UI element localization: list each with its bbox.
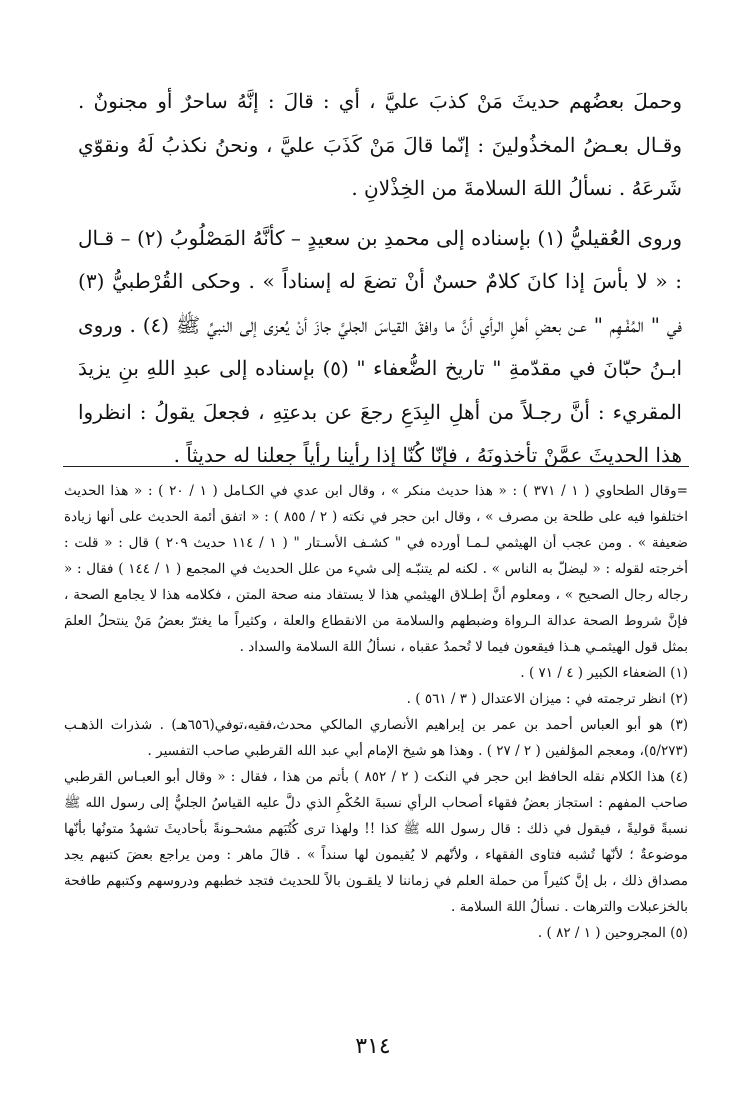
footnote-4: (٤) هذا الكلام نقله الحافظ ابن حجر في النكت ( ٢ / ٨٥٢ ) بأتم من هذا ، فقال : « وقال أبو العبـاس القرطبي صاحب المفهم : استجاز بعضُ فقهاء أصحاب الرأي نسبةَ الحُكْمِ الذي دلَّ عليه القياسُ الجليُّ إلى رسول الله ﷺ نسبةً قوليةً ، فيقول في ذلك : قال رسول الله ﷺ كذا !! ولهذا ترى كُتُبَهم مشحـونةً بأحاديثَ تشهدُ متونُها بأنّها موضوعةٌ ؛ لأنّها تُشبه فتاوى الفقهاء ، ولأنّهم لا يُقيمون لها سنداً » . قالَ ماهر : ومن يراجع بعضَ كتبهم يجد مصداق ذلك ، بل إنَّ كثيراً من حملة العلم في زماننا لا يلقـون بالاً للحديث فتجد خطبهم ودروسهم وكتبهم طافحة بالخزعبلات والترهات . نسألُ اللهَ السلامة . — [64, 769, 688, 915]
main-text — [78, 80, 682, 478]
footnotes — [64, 478, 688, 946]
footnote-5: (٥) المجروحين ( ١ / ٨٢ ) . — [537, 925, 688, 941]
main-paragraph: وروى العُقيليُّ (١) بإسناده إلى محمدِ بن سعيدٍ – كأنَّهُ المَصْلُوبُ (٢) – قـال : « لا بأسَ إذا كانَ كلامٌ حسنٌ أنْ تضعَ له إسناداً » . وحكى القُرْطبيُّ (٣) في " المُفْـهِم " عـن بعضِ أهلِ الرأي أنَّ ما وافقَ القياسَ الجليَّ جازَ أنْ يُعزى إلى النبيِّ ﷺ (٤) . وروى ابـنُ حبّانَ في مقدّمةِ " تاريخ الضُّعفاء " (٥) بإسناده إلى عبدِ اللهِ بنِ يزيدَ المقريء : أنَّ رجـلاً من أهلِ البِدَعِ رجعَ عن بدعتِهِ ، فجعلَ يقولُ : انظروا هذا الحديثَ عمَّنْ تأخذونَهُ ، فإنّا كُنّا إذا رأينا رأياً جعلنا له حديثاً . — [78, 225, 682, 467]
footnote-separator — [63, 466, 689, 467]
footnote-continuation: =وقال الطحاوي ( ١ / ٣٧١ ) : « هذا حديث منكر » ، وقال ابن عدي في الكـامل ( ١ / ٢٠ ) : « هذا الحديث اختلفوا فيه على طلحة بن مصرف » ، وقال ابن حجر في نكته ( ٢ / ٨٥٥ ) : « اتفق أئمة الحديث على أنها زيادة ضعيفة » . ومن عجب أن الهيثمي لـمـا أورده في " كشـف الأسـتار " ( ١ / ١١٤ حديث ٢٠٩ ) قال : « قلت : أخرجته لقوله : « ليضلّ به الناس » . لكنه لم يتنبّـه إلى شيء من علل الحديث في المجمع ( ١ / ١٤٤ ) فقال : « رجاله رجال الصحيح » ، ومعلوم أنَّ إطـلاق الهيثمي هذا لا يستفاد منه صحة المتن ، فكلامه هذا لا يجامع الصحة ، فإنَّ شروط الصحة عدالة الـرواة وضبطهم والسلامة من الانقطاع والعلة ، وكثيراً ما يغترّ بعضُ مَنْ ينتحلُ العلمَ بمثل قول الهيثمـي هـذا فيقعون فيما لا تُحمدُ عقباه ، نسألُ اللهَ السلامة والسداد . — [64, 483, 688, 655]
footnote-3: (٣) هو أبو العباس أحمد بن عمر بن إبراهيم الأنصاري المالكي محدث،فقيه،توفي(٦٥٦هـ) . شذرات الذهـب (٥/٢٧٣)، ومعجم المؤلفين ( ٢ / ٢٧ ) . وهذا هو شيخ الإمام أبي عبد الله القرطبي صاحب التفسير . — [64, 717, 688, 759]
main-paragraph: وحملَ بعضُهم حديثَ مَنْ كذبَ عليَّ ، أي : قالَ : إنَّهُ ساحرٌ أو مجنونٌ . وقـال بعـضُ المخذُولينَ : إنّما قالَ مَنْ كَذَبَ عليَّ ، ونحنُ نكذبُ لَهُ ونقوّي شَرعَهُ . نسألُ اللهَ السلامةَ من الخِذْلانِ . — [78, 89, 682, 200]
footnote-1: (١) الضعفاء الكبير ( ٤ / ٧١ ) . — [520, 665, 688, 681]
page-number: ٣١٤ — [355, 1034, 391, 1059]
footnote-2: (٢) انظر ترجمته في : ميزان الاعتدال ( ٣ / ٥٦١ ) . — [406, 691, 688, 707]
